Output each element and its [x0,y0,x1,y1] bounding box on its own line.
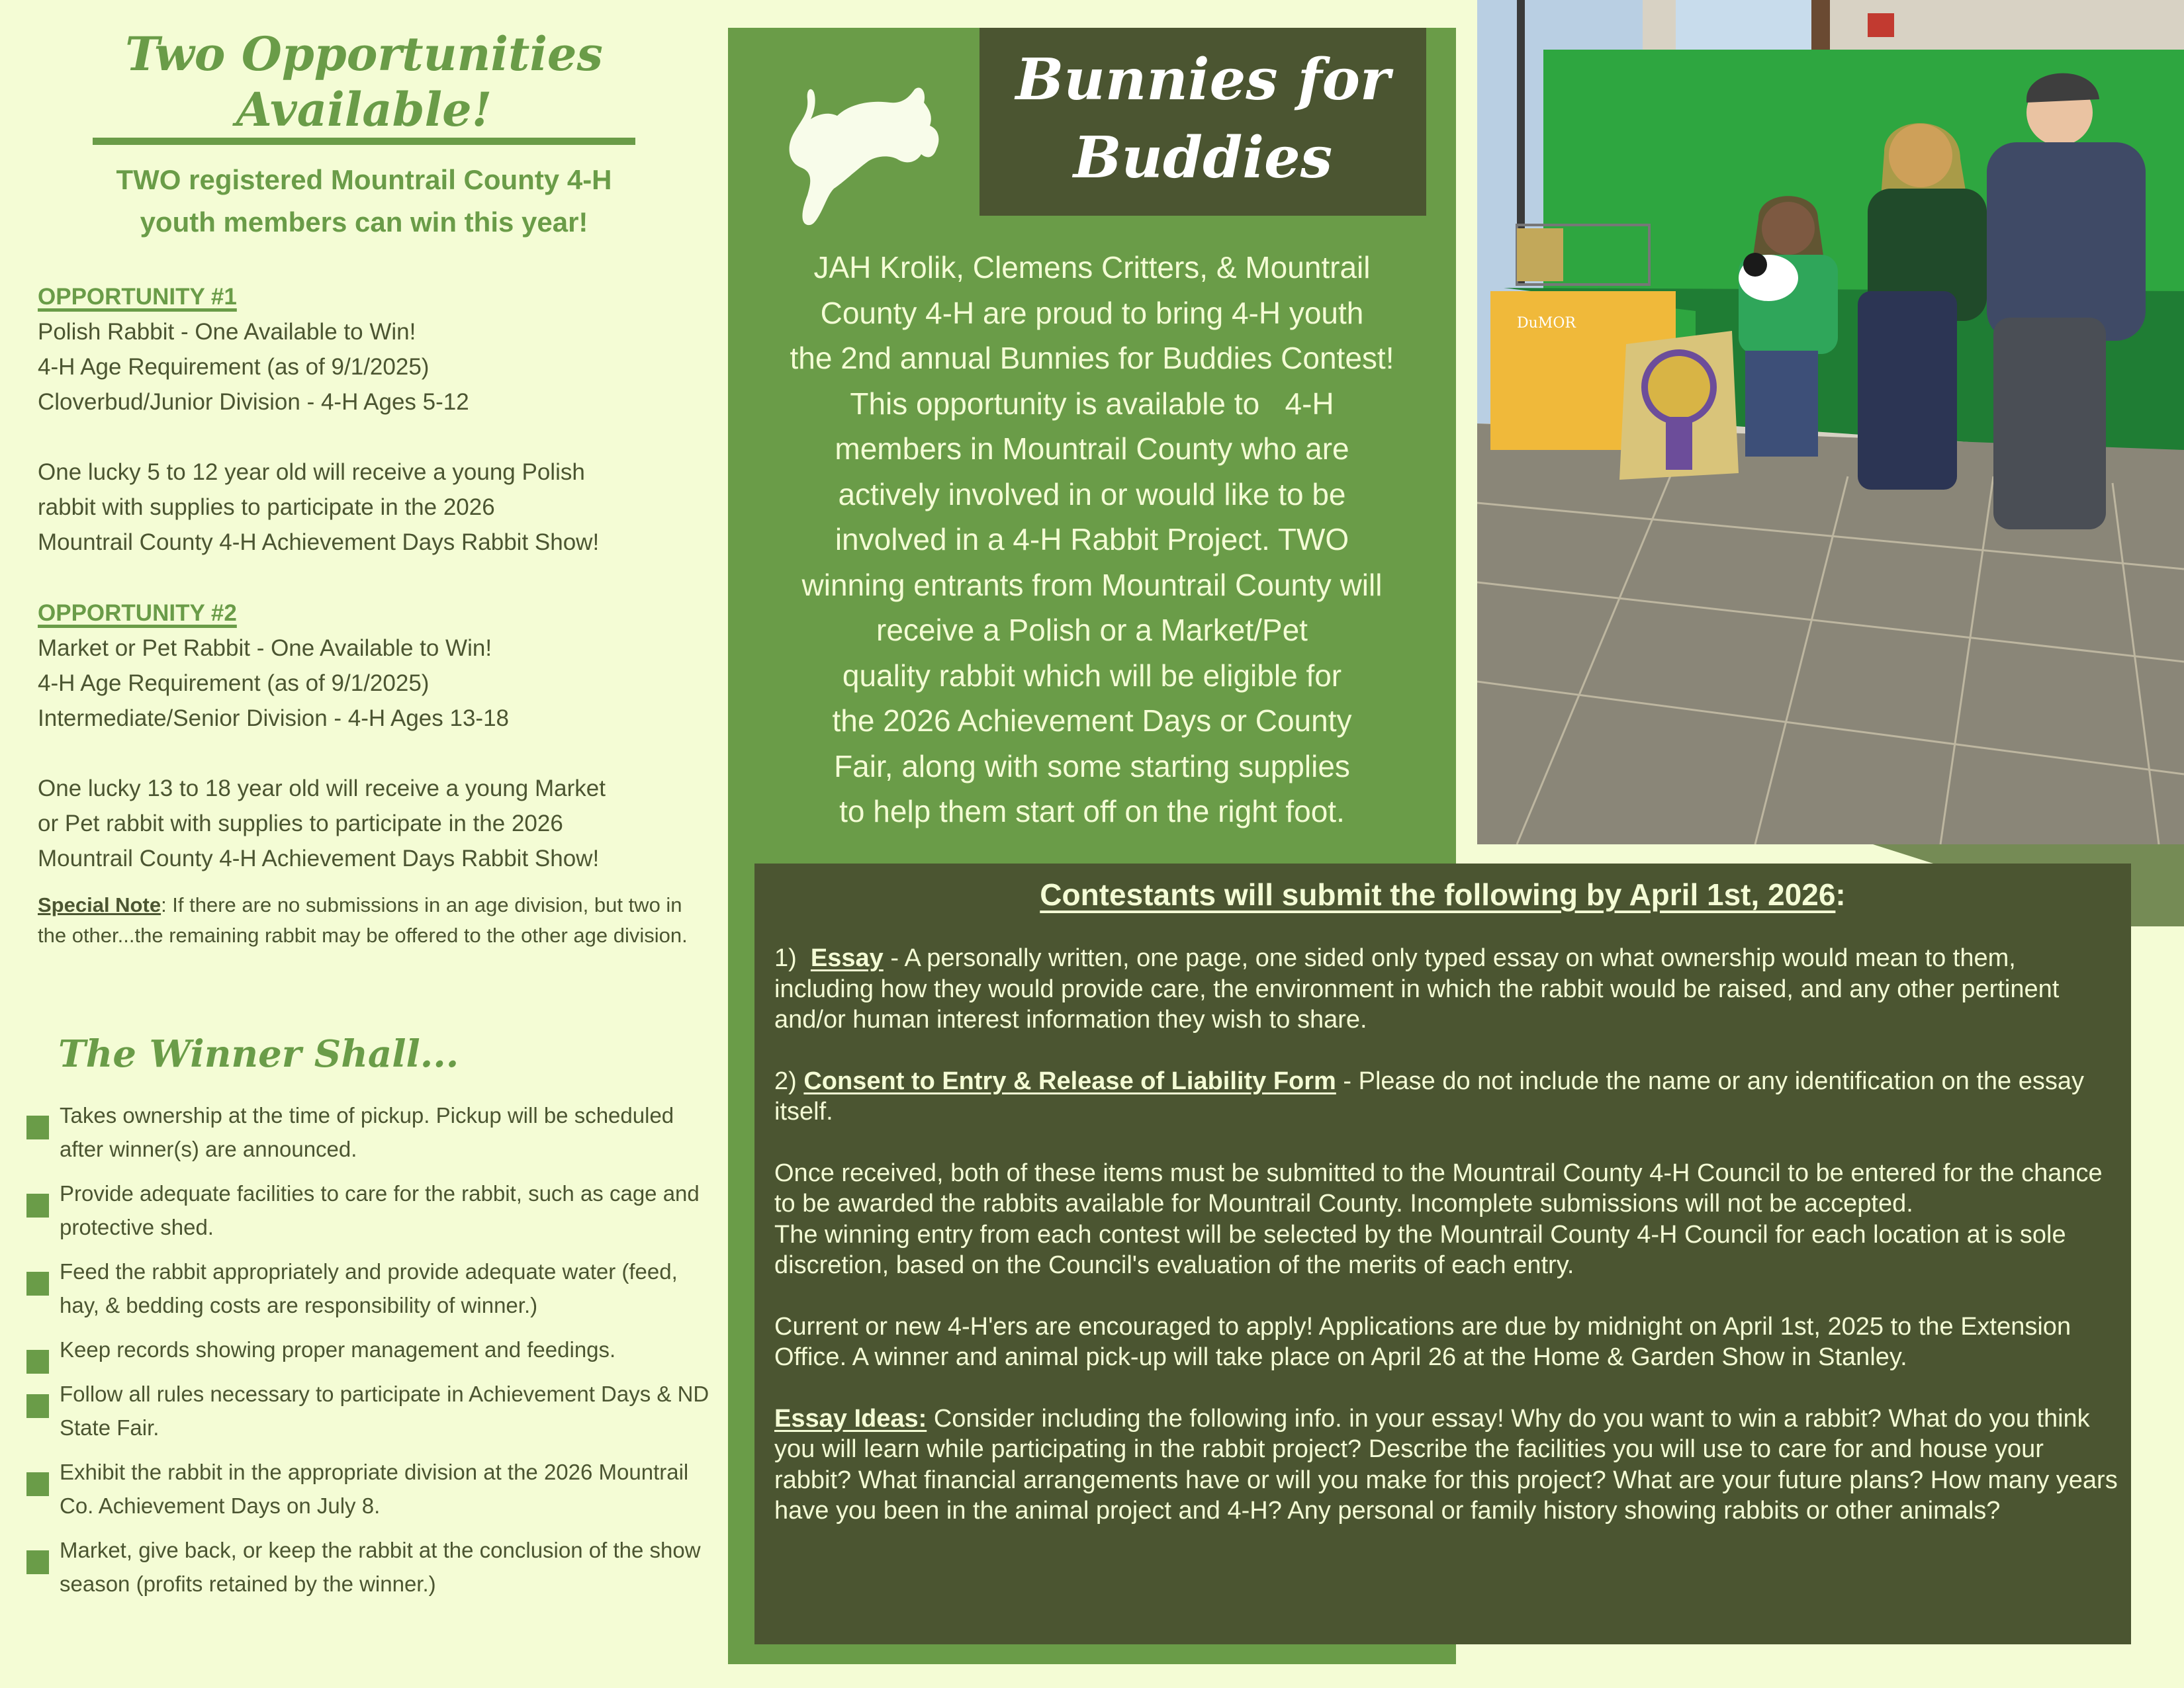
title-line: Buddies [1073,124,1333,191]
intro-line: This opportunity is available to 4-H [850,386,1334,421]
opportunity-paragraph-line: Mountrail County 4-H Achievement Days Rabbit Show! [38,529,600,555]
intro-line: the 2nd annual Bunnies for Buddies Contest! [790,341,1394,375]
intro-line: JAH Krolik, Clemens Critters, & Mountrail [813,250,1371,285]
bunnies-for-buddies-title [979,41,1426,197]
girl-hair [1752,196,1825,265]
opportunity-paragraph-line: Mountrail County 4-H Achievement Days Rabbit Show! [38,846,600,871]
list-item [26,1333,715,1366]
subtitle-line: TWO registered Mountrail County 4-H [116,164,612,195]
opportunity-line: Intermediate/Senior Division - 4-H Ages 13-18 [38,705,510,731]
woman-shirt [1987,142,2146,341]
list-item [26,1098,715,1166]
feed-bag-ribbon [1666,417,1692,470]
essay-label: Essay [810,944,884,972]
opportunities-title [93,26,635,138]
winners-photo [1477,0,2184,844]
spacer [38,736,713,771]
square-bullet-icon [26,1350,49,1374]
list-item-text: Keep records showing proper management and feedings. [60,1337,616,1362]
received-paragraph: Once received, both of these items must be submitted to the Mountrail County 4-H Council to be entered for the chance to be awarded the rabbits available for Mountrail County. Incomplete submissions will not be accepted. [774,1159,2103,1218]
list-item-text: Takes ownership at the time of pickup. Pickup will be scheduled after winner(s) are announced. [60,1103,674,1161]
list-item [26,1455,715,1523]
woman-jeans [1858,291,1957,490]
submission-body [774,943,2118,1557]
opportunity-line: 4-H Age Requirement (as of 9/1/2025) [38,670,430,696]
submission-heading [754,877,2131,912]
square-bullet-icon [26,1394,49,1418]
square-bullet-icon [26,1194,49,1218]
square-bullet-icon [26,1272,49,1296]
winner-requirements-list [26,1098,715,1611]
title-line: Available! [236,82,492,137]
winning-paragraph: The winning entry from each contest will be selected by the Mountrail County 4-H Council for each location at is sole discretion, based on the Council's evaluation of the merits of each entry. [774,1220,2066,1279]
girl-jeans [1745,351,1818,457]
consent-form-label: Consent to Entry & Release of Liability Form [803,1067,1336,1095]
intro-line: Fair, along with some starting supplies [834,748,1350,783]
intro-line: quality rabbit which will be eligible for [842,658,1342,693]
opportunity-1 [38,279,713,560]
photo-window [1676,0,1815,53]
essay-ideas-text: Consider including the following info. in your essay! Why do you want to win a rabbit? What do you think you will learn while participating in the rabbit project? Describe the facilities you will use to care for and house your rabbit? What financial arrangements have or will you make for this project? What are your future plans? How many years have you been in the animal project and 4-H? Any personal or family history showing rabbits or other animals? [774,1404,2118,1525]
apply-paragraph: Current or new 4-H'ers are encouraged to apply! Applications are due by midnight on April 1st, 2025 to the Extension Office. A winner and animal pick-up will take place on April 26 at the Home & Garden Show in Stanley. [774,1312,2071,1371]
intro-line: involved in a 4-H Rabbit Project. TWO [835,522,1349,556]
list-item [26,1255,715,1322]
consent-requirement [774,1066,2118,1128]
intro-line: receive a Polish or a Market/Pet [876,613,1308,647]
essay-requirement [774,943,2118,1036]
photo-wall-trim [1811,0,1830,56]
opportunity-line: 4-H Age Requirement (as of 9/1/2025) [38,354,430,380]
list-item-text: Market, give back, or keep the rabbit at the conclusion of the show season (profits retained by the winner.) [60,1538,701,1596]
opportunity-1-heading: OPPORTUNITY #1 [38,284,237,310]
intro-line: the 2026 Achievement Days or County [832,703,1352,738]
essay-ideas [774,1403,2118,1527]
opportunity-paragraph-line: One lucky 13 to 18 year old will receive a young Market [38,776,606,801]
square-bullet-icon [26,1116,49,1139]
rabbit-marking [1743,253,1767,277]
opportunity-paragraph-line: One lucky 5 to 12 year old will receive a young Polish [38,459,585,485]
item-number: 1) [774,944,811,972]
square-bullet-icon [26,1550,49,1574]
opportunity-2-heading: OPPORTUNITY #2 [38,600,237,626]
title-line: Bunnies for [1015,46,1390,113]
square-bullet-icon [26,1472,49,1496]
consent-text: - Please do not include the name or any identification on the essay itself. [774,1067,2084,1126]
list-item [26,1377,715,1444]
opportunity-paragraph-line: rabbit with supplies to participate in the 2026 [38,494,495,520]
intro-line: winning entrants from Mountrail County will [801,567,1383,602]
spacer [38,420,713,455]
list-item-text: Exhibit the rabbit in the appropriate division at the 2026 Mountrail Co. Achievement Days on July 8. [60,1460,689,1518]
woman-jeans [1993,318,2106,529]
opportunity-line: Market or Pet Rabbit - One Available to Win! [38,635,492,661]
intro-line: County 4-H are proud to bring 4-H youth [820,295,1364,330]
list-item [26,1533,715,1601]
payback-badge [1645,353,1713,422]
special-note-label: Special Note [38,893,161,916]
heading-colon: : [1835,877,1846,912]
essay-text: - A personally written, one page, one sided only typed essay on what ownership would mean to them, including how they would provide care, the environment in which the rabbit would be raised, and any other pertinent and/or human interest information they wish to share. [774,944,2060,1034]
hay [1517,228,1563,281]
list-item-text: Feed the rabbit appropriately and provide adequate water (feed, hay, & bedding costs are responsibility of winner.) [60,1259,678,1317]
opportunity-line: Polish Rabbit - One Available to Win! [38,319,416,345]
intro-line: to help them start off on the right foot. [839,794,1345,828]
opportunities-subtitle [40,159,688,244]
winner-shall-title: The Winner Shall... [58,1032,459,1076]
list-item [26,1177,715,1244]
special-note [38,890,700,951]
list-item-text: Follow all rules necessary to participate in Achievement Days & ND State Fair. [60,1382,709,1440]
opportunity-paragraph-line: or Pet rabbit with supplies to participate in the 2026 [38,811,563,836]
opportunity-line: Cloverbud/Junior Division - 4-H Ages 5-12 [38,389,469,415]
contest-intro [741,245,1443,834]
opportunity-2 [38,596,713,876]
intro-line: members in Mountrail County who are [835,431,1349,466]
list-item-text: Provide adequate facilities to care for the rabbit, such as cage and protective shed. [60,1181,700,1239]
subtitle-line: youth members can win this year! [140,206,588,238]
title-line: Two Opportunities [125,26,603,81]
item-number: 2) [774,1067,804,1095]
intro-line: actively involved in or would like to be [838,476,1346,511]
essay-ideas-label: Essay Ideas: [774,1404,927,1433]
special-note-text: : If there are no submissions in an age division, but two in the other...the remaining rabbit may be offered to the other age division. [38,893,688,947]
rabbit-icon [768,83,966,232]
fire-alarm [1868,13,1894,37]
dumor-label: DuMOR [1517,315,1576,332]
submission-heading-text: Contestants will submit the following by April 1st, 2026 [1040,877,1836,912]
title-divider [93,138,635,145]
